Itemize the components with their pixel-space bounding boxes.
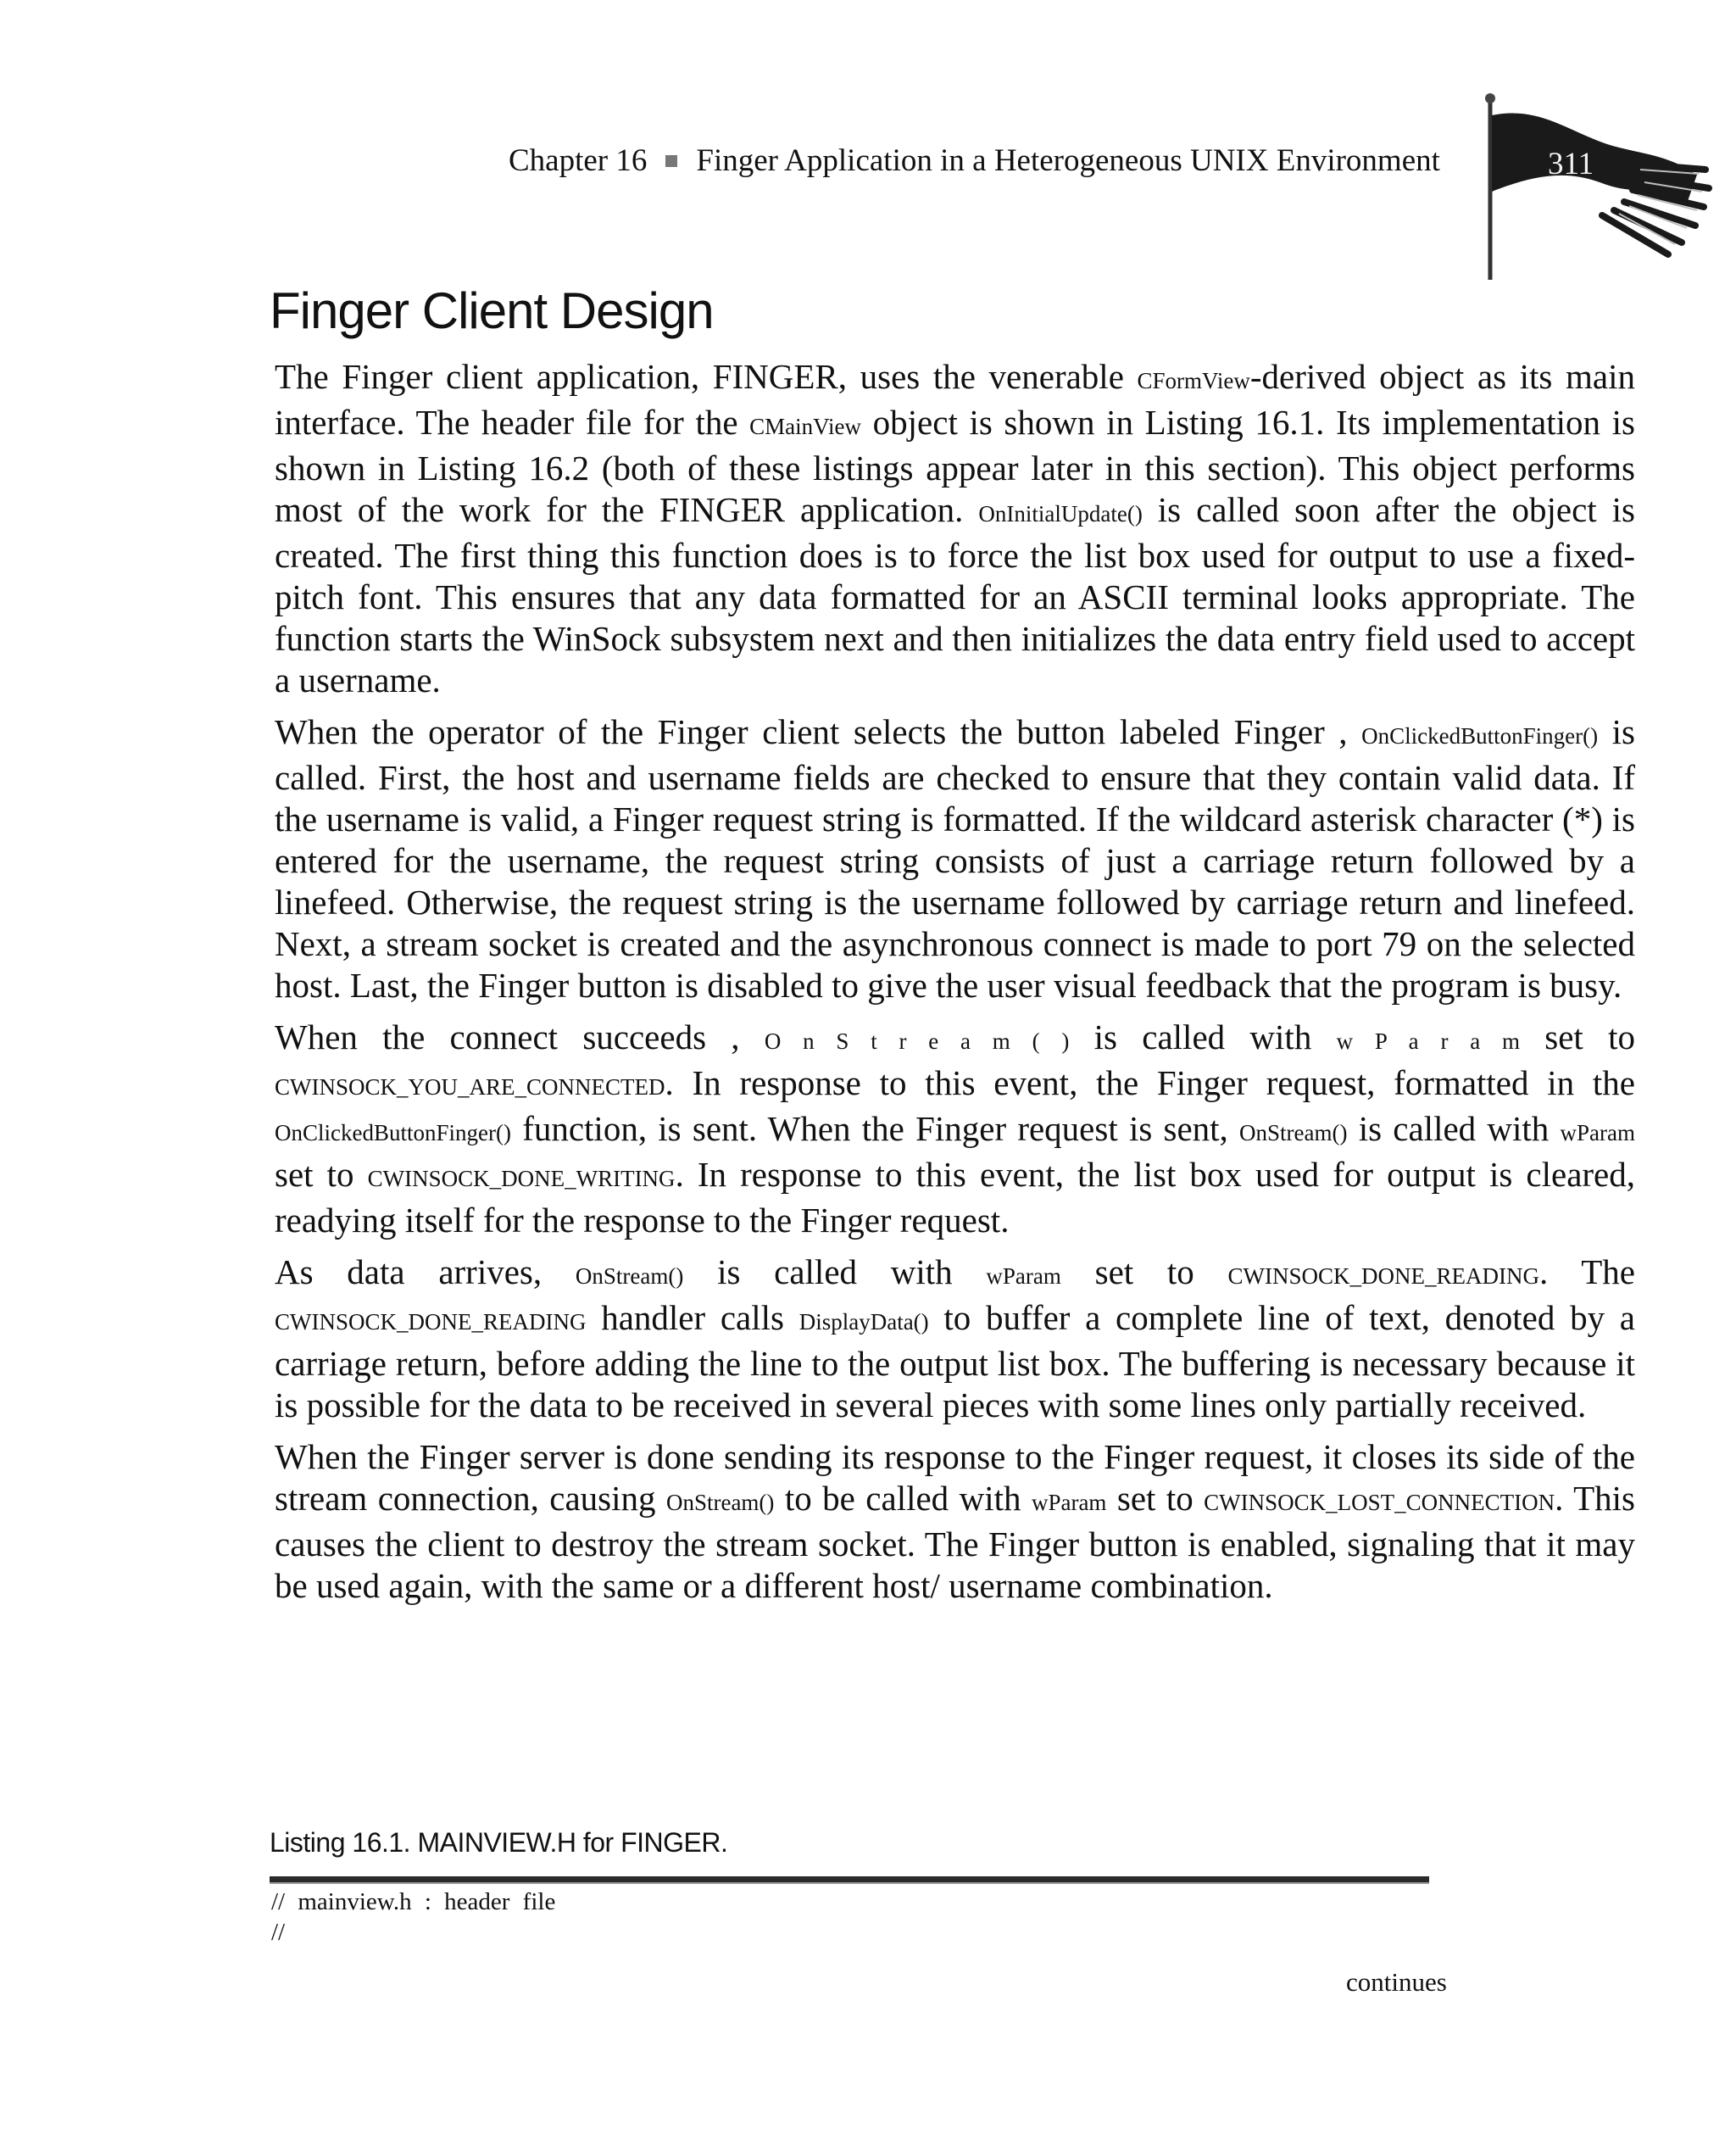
paragraph-1: The Finger client application, FINGER, uses the venerable CFormView-derived object as its main interface. The header file for the CMainView object is shown in Listing 16.1. Its implementation is shown in Listing 16.2 (both of these listings appear later in this section). This object performs most of the work for the FINGER application. OnInitialUpdate() is called soon after the object is created. The first thing this function does is to force the list box used for output to use a fixed-pitch font. This ensures that any data formatted for an ASCII terminal looks appropriate. The function starts the WinSock subsystem next and then initializes the data entry field used to accept a username.	[275, 357, 1635, 699]
section-title: Finger Client Design	[270, 282, 714, 339]
inline-code: wParam	[1560, 1120, 1635, 1145]
paragraph-2: When the operator of the Finger client selects the button labeled Finger , OnClickedButtonFinger() is called. First, the host and username fields are checked to ensure that they contain valid data. If the username is valid, a Finger request string is formatted. If the wildcard asterisk character (*) is entered for the username, the request string consists of just a carriage return followed by a linefeed. Otherwise, the request string is the username followed by carriage return and linefeed. Next, a stream socket is created and the asynchronous connect is made to port 79 on the selected host. Last, the Finger button is disabled to give the user visual feedback that the program is busy.	[275, 712, 1635, 1005]
paragraph-4: As data arrives, OnStream() is called with wParam set to CWINSOCK_DONE_READING. The CWINSOCK_DONE_READING handler calls DisplayData() to buffer a complete line of text, denoted by a carriage return, before adding the line to the output list box. The buffering is necessary because it is possible for the data to be received in several pieces with some lines only partially received.	[275, 1252, 1635, 1424]
inline-code: CWINSOCK_YOU_ARE_CONNECTED	[275, 1074, 665, 1100]
inline-code: CWINSOCK_DONE_READING	[1227, 1263, 1539, 1289]
inline-code: OnStream()	[575, 1263, 684, 1289]
inline-code: DisplayData()	[798, 1309, 929, 1335]
listing-code	[271, 1887, 555, 1948]
page-number: 311	[1548, 147, 1594, 181]
inline-code: OnStream()	[665, 1490, 775, 1515]
continues-label: continues	[1346, 1967, 1447, 1997]
chapter-label: Chapter 16	[509, 143, 648, 178]
listing-rule	[270, 1876, 1429, 1884]
code-line: // mainview.h : header file	[271, 1888, 556, 1915]
inline-code: CWINSOCK_LOST_CONNECTION	[1204, 1490, 1555, 1515]
waving-flag-icon	[1458, 92, 1712, 287]
listing-caption: Listing 16.1. MAINVIEW.H for FINGER.	[270, 1827, 728, 1858]
inline-code: CMainView	[749, 414, 862, 439]
body-text	[275, 356, 1635, 1617]
running-header	[509, 142, 1440, 179]
inline-code: OnStream()	[1239, 1120, 1348, 1145]
inline-code: CWINSOCK_DONE_WRITING	[367, 1166, 676, 1191]
inline-code: O n S t r e a m ( )	[764, 1028, 1070, 1054]
inline-code: CFormView	[1137, 368, 1250, 393]
inline-code: OnClickedButtonFinger()	[275, 1120, 511, 1145]
inline-code: w P a r a m	[1336, 1028, 1520, 1054]
paragraph-3: When the connect succeeds , O n S t r e a m ( ) is called with w P a r a m set to CWINSOCK_YOU_ARE_CONNECTED. In response to this event, the Finger request, formatted in the OnClickedButtonFinger() function, is sent. When the Finger request is sent, OnStream() is called with wParam set to CWINSOCK_DONE_WRITING. In response to this event, the list box used for output is cleared, readying itself for the response to the Finger request.	[275, 1017, 1636, 1240]
paragraph-5: When the Finger server is done sending its response to the Finger request, it closes its side of the stream connection, causing OnStream() to be called with wParam set to CWINSOCK_LOST_CONNECTION. This causes the client to destroy the stream socket. The Finger button is enabled, signaling that it may be used again, with the same or a different host/ username combination.	[275, 1437, 1636, 1605]
inline-code: CWINSOCK_DONE_READING	[275, 1309, 587, 1335]
inline-code: wParam	[986, 1263, 1061, 1289]
code-line: //	[271, 1919, 286, 1946]
inline-code: OnInitialUpdate()	[978, 501, 1143, 527]
inline-code: OnClickedButtonFinger()	[1361, 723, 1599, 749]
inline-code: wParam	[1031, 1490, 1107, 1515]
square-bullet-icon	[665, 155, 677, 167]
chapter-title: Finger Application in a Heterogeneous UNIX Environment	[696, 143, 1440, 178]
